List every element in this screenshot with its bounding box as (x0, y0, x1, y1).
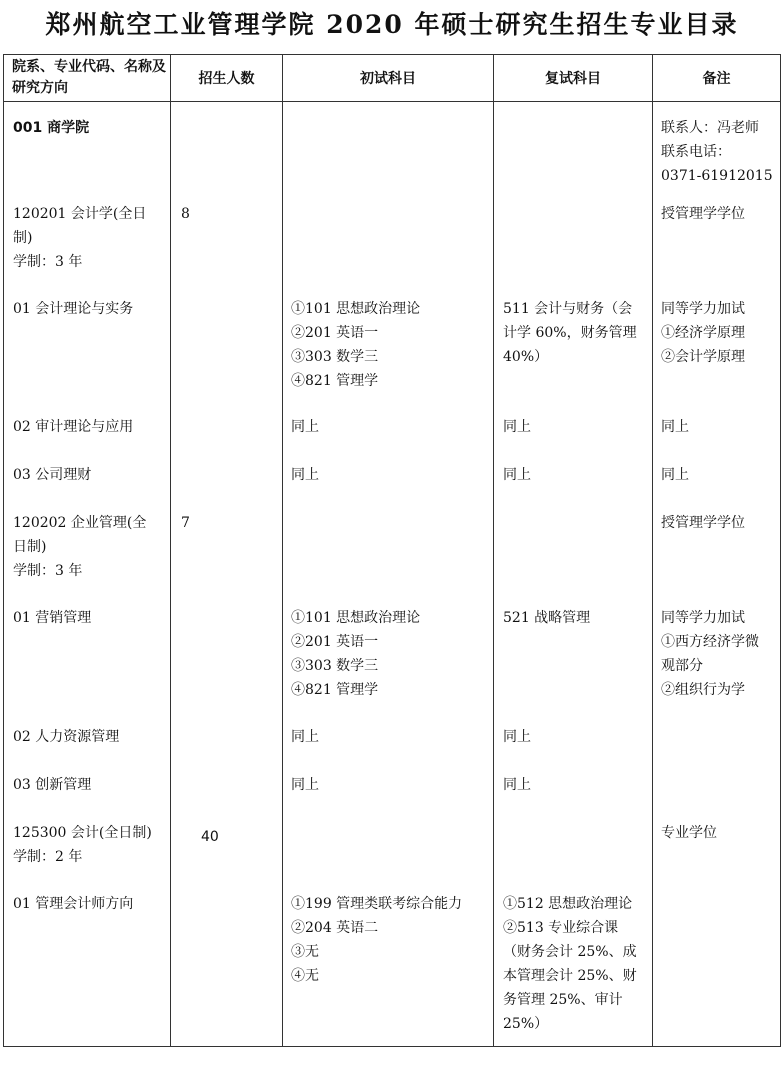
cell-line: 同等学力加试 (661, 609, 745, 626)
table-cell-c5 (653, 601, 781, 720)
enrollment-count-value: 40 (201, 828, 219, 845)
cell-line: ①西方经济学微 (661, 633, 759, 650)
table-cell-c3 (283, 720, 494, 768)
table-row (4, 410, 781, 458)
table-cell-c4 (494, 197, 653, 292)
cell-line: 制) (13, 229, 33, 246)
table-cell-c2 (171, 816, 283, 887)
cell-line: ③无 (291, 943, 319, 960)
cell-line: 务管理 25%、审计 (503, 991, 623, 1008)
cell-line: 03 公司理财 (13, 466, 92, 483)
table-row (4, 601, 781, 720)
cell-line: 授管理学学位 (661, 514, 745, 531)
cell-line: 03 创新管理 (13, 776, 92, 793)
table-cell-c5 (653, 887, 781, 1047)
cell-line: 同上 (291, 776, 319, 793)
header-department-major: 院系、专业代码、名称及研究方向 (4, 55, 171, 102)
cell-line: ①512 思想政治理论 (503, 895, 633, 912)
cell-line: 120202 企业管理(全 (13, 514, 147, 531)
cell-line: 01 管理会计师方向 (13, 895, 134, 912)
cell-line: 40%） (503, 348, 549, 365)
cell-line: 同上 (503, 466, 531, 483)
cell-line: 联系电话： (661, 144, 731, 160)
table-cell-c5 (653, 458, 781, 506)
table-row (4, 768, 781, 816)
table-cell-c2 (171, 887, 283, 1047)
table-cell-c3 (283, 601, 494, 720)
enrollment-count-value: 7 (181, 514, 190, 531)
header-initial-exam-subjects: 初试科目 (283, 55, 494, 102)
table-header-row (4, 55, 781, 102)
cell-line: ③303 数学三 (291, 348, 379, 365)
table-cell-c3 (283, 816, 494, 887)
table-row (4, 292, 781, 410)
table-cell-c4 (494, 816, 653, 887)
cell-line: 同上 (503, 418, 531, 435)
cell-line: 0371-61912015 (661, 168, 773, 184)
table-row (4, 458, 781, 506)
table-cell-c1 (4, 102, 171, 197)
cell-line: （财务会计 25%、成 (503, 943, 637, 960)
cell-line: 学制：3 年 (13, 562, 83, 579)
table-cell-c1 (4, 410, 171, 458)
cell-line: 02 审计理论与应用 (13, 418, 134, 435)
cell-line: ④821 管理学 (291, 372, 379, 389)
table-cell-c2 (171, 506, 283, 601)
cell-line: ③303 数学三 (291, 657, 379, 674)
enrollment-catalog-table (3, 54, 781, 1047)
table-cell-c4 (494, 410, 653, 458)
cell-line: 120201 会计学(全日 (13, 205, 147, 222)
table-row (4, 720, 781, 768)
table-cell-c1 (4, 887, 171, 1047)
cell-line: ②会计学原理 (661, 348, 745, 365)
table-cell-c4 (494, 720, 653, 768)
cell-line: 授管理学学位 (661, 205, 745, 222)
table-cell-c5 (653, 720, 781, 768)
cell-line: 学制：2 年 (13, 848, 83, 865)
cell-line: 计学 60%，财务管理 (503, 324, 637, 341)
table-cell-c2 (171, 410, 283, 458)
table-cell-c1 (4, 601, 171, 720)
table-cell-c3 (283, 197, 494, 292)
table-cell-c2 (171, 720, 283, 768)
table-cell-c4 (494, 768, 653, 816)
table-cell-c1 (4, 506, 171, 601)
cell-line: 001 商学院 (13, 120, 90, 136)
cell-line: 同上 (503, 776, 531, 793)
cell-line: ①101 思想政治理论 (291, 609, 421, 626)
table-cell-c2 (171, 197, 283, 292)
cell-line: 本管理会计 25%、财 (503, 967, 637, 984)
table-cell-c1 (4, 768, 171, 816)
table-cell-c4 (494, 506, 653, 601)
table-cell-c3 (283, 102, 494, 197)
table-cell-c4 (494, 102, 653, 197)
table-cell-c2 (171, 768, 283, 816)
cell-line: ②201 英语一 (291, 633, 379, 650)
cell-line: ②513 专业综合课 (503, 919, 619, 936)
table-cell-c5 (653, 102, 781, 197)
cell-line: 专业学位 (661, 824, 717, 841)
cell-line: ①199 管理类联考综合能力 (291, 895, 463, 912)
header-retest-subjects: 复试科目 (494, 55, 653, 102)
cell-line: 125300 会计(全日制) (13, 824, 152, 841)
table-cell-c2 (171, 601, 283, 720)
table-cell-c2 (171, 458, 283, 506)
table-cell-c4 (494, 601, 653, 720)
cell-line: 01 会计理论与实务 (13, 300, 134, 317)
table-row (4, 816, 781, 887)
cell-line: ①经济学原理 (661, 324, 745, 341)
cell-line: 同上 (503, 728, 531, 745)
cell-line: ④821 管理学 (291, 681, 379, 698)
table-cell-c3 (283, 458, 494, 506)
cell-line: 观部分 (661, 657, 703, 674)
table-cell-c5 (653, 197, 781, 292)
table-row (4, 506, 781, 601)
table-cell-c3 (283, 506, 494, 601)
enrollment-count-value: 8 (181, 205, 190, 222)
table-cell-c5 (653, 506, 781, 601)
cell-line: 01 营销管理 (13, 609, 92, 626)
table-cell-c2 (171, 292, 283, 410)
table-cell-c5 (653, 768, 781, 816)
table-cell-c4 (494, 458, 653, 506)
table-cell-c2 (171, 102, 283, 197)
table-cell-c4 (494, 887, 653, 1047)
cell-line: 521 战略管理 (503, 609, 591, 626)
header-enrollment-count: 招生人数 (171, 55, 283, 102)
cell-line: 同上 (661, 466, 689, 483)
table-cell-c3 (283, 292, 494, 410)
cell-line: ②204 英语二 (291, 919, 379, 936)
table-cell-c3 (283, 768, 494, 816)
cell-line: 联系人：冯老师 (661, 120, 759, 136)
cell-line: 25%） (503, 1015, 549, 1032)
table-cell-c3 (283, 410, 494, 458)
cell-line: 同上 (291, 466, 319, 483)
table-cell-c1 (4, 197, 171, 292)
cell-line: 同上 (291, 728, 319, 745)
table-cell-c1 (4, 292, 171, 410)
cell-line: 511 会计与财务（会 (503, 300, 633, 317)
table-cell-c1 (4, 816, 171, 887)
cell-line: 同上 (661, 418, 689, 435)
header-remarks: 备注 (653, 55, 781, 102)
table-row (4, 102, 781, 197)
cell-line: 学制：3 年 (13, 253, 83, 270)
table-row (4, 887, 781, 1047)
cell-line: ②组织行为学 (661, 681, 745, 698)
table-cell-c4 (494, 292, 653, 410)
table-cell-c1 (4, 720, 171, 768)
table-cell-c5 (653, 816, 781, 887)
table-cell-c5 (653, 410, 781, 458)
cell-line: 日制) (13, 538, 47, 555)
table-row (4, 197, 781, 292)
cell-line: 同上 (291, 418, 319, 435)
page-title: 郑州航空工业管理学院 2020 年硕士研究生招生专业目录 (45, 10, 739, 39)
table-cell-c5 (653, 292, 781, 410)
cell-line: ①101 思想政治理论 (291, 300, 421, 317)
cell-line: ④无 (291, 967, 319, 984)
cell-line: 同等学力加试 (661, 300, 745, 317)
table-cell-c3 (283, 887, 494, 1047)
cell-line: ②201 英语一 (291, 324, 379, 341)
cell-line: 02 人力资源管理 (13, 728, 120, 745)
table-cell-c1 (4, 458, 171, 506)
